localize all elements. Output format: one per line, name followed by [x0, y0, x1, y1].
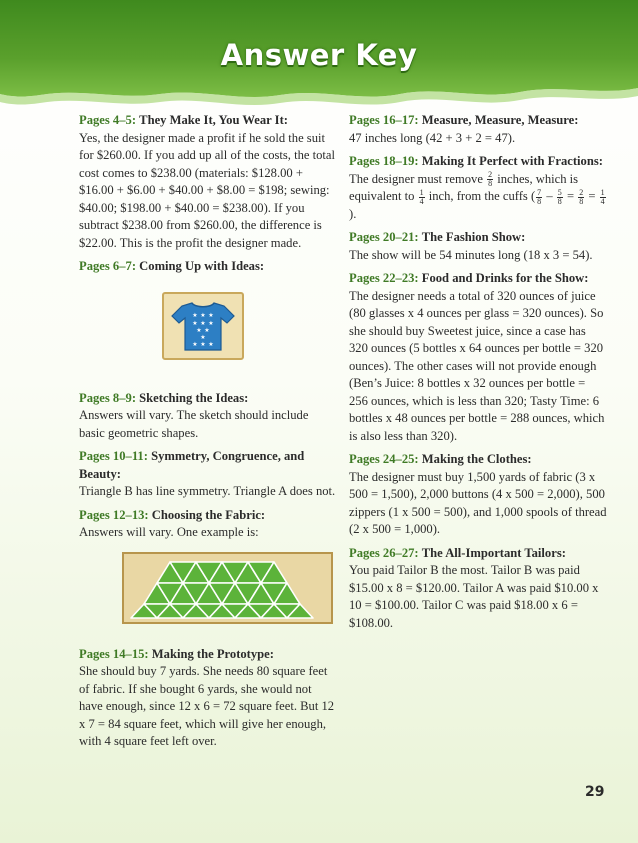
pages-label: Pages 26–27:	[349, 545, 419, 560]
svg-text:★: ★	[192, 311, 198, 319]
answer-text: The designer must buy 1,500 yards of fabric (3 x 500 = 1,500), 2,000 buttons (4 x 500 = 2,000), 500 zippers (1 x 500 = 500), and 1,000 spools of thread (2 x 500 = 1,000).	[349, 469, 607, 537]
svg-text:★: ★	[192, 340, 198, 348]
pages-label: Pages 14–15:	[79, 646, 149, 661]
answer-text-part: inch, from the cuffs	[428, 189, 528, 204]
answer-text: Triangle B has line symmetry. Triangle A does not.	[79, 484, 336, 498]
pages-label: Pages 16–17:	[349, 113, 419, 127]
pages-label: Pages 6–7:	[79, 259, 137, 273]
fraction-2-8-b: $\frac{2}{8}$	[579, 187, 584, 206]
answer-pages-10-11	[79, 448, 337, 501]
section-heading: Making the Prototype:	[151, 646, 274, 661]
svg-text:★: ★	[200, 319, 206, 327]
answer-text: She should buy 7 yards. She needs 80 square feet of fabric. If she bought 6 yards, she would not have enough, since 12 x 6 = 72 square feet. But 12 x 7 = 84 square feet, which will give her enough, with 4 square feet left over.	[79, 664, 335, 748]
tshirt-image	[162, 292, 244, 360]
answer-text: The show will be 54 minutes long (18 x 3 = 54).	[349, 247, 593, 262]
section-heading: Choosing the Fabric:	[151, 507, 266, 522]
section-heading: Making It Perfect with Fractions:	[421, 154, 603, 168]
answer-text: Yes, the designer made a profit if he sold the suit for $260.00. If you add up all of the costs, the total cost comes to $238.00 (materials: $128.00 + $16.00 + $6.00 + $40.00 + $8.00 = $198; sewing: $40.00; $198.00 + $40.00 = $238.00). If you subtract $238.00 from $260.00, the difference is $22.00. This is the profit the designer made.	[79, 130, 336, 250]
answer-text: Answers will vary. One example is:	[79, 525, 259, 539]
section-heading: Sketching the Ideas:	[139, 390, 249, 405]
pages-label: Pages 12–13:	[79, 507, 149, 522]
answer-pages-24-25	[349, 451, 607, 539]
section-heading: Making the Clothes:	[421, 452, 532, 467]
page-number: 29	[585, 784, 605, 800]
answer-text-part: The designer must remove	[349, 171, 483, 186]
triangle-pattern-icon	[124, 554, 331, 622]
answer-pages-20-21	[349, 229, 607, 264]
section-heading: The All-Important Tailors:	[421, 545, 566, 560]
svg-text:★: ★	[200, 340, 206, 348]
answer-pages-6-7	[79, 258, 337, 360]
answer-text	[349, 171, 607, 224]
pages-label: Pages 8–9:	[79, 390, 137, 405]
answer-pages-14-15	[79, 646, 337, 751]
svg-text:★: ★	[204, 326, 210, 334]
fraction-2-8: $\frac{2}{8}$	[488, 170, 493, 189]
fraction-1-4: $\frac{1}{4}$	[419, 187, 424, 206]
fraction-equation: ( $\frac{7}{8}$ – $\frac{5}{8}$ = $\frac{2}{8}$ = $\frac{1}{4}$ ).	[349, 187, 605, 221]
answer-text: 47 inches long (42 + 3 + 2 = 47).	[349, 130, 516, 145]
svg-text:★: ★	[196, 326, 202, 334]
answer-text: Answers will vary. The sketch should include basic geometric shapes.	[79, 408, 309, 440]
pages-label: Pages 24–25:	[349, 452, 419, 467]
svg-text:★: ★	[208, 319, 214, 327]
pages-label: Pages 22–23:	[349, 271, 419, 286]
answer-text: The designer needs a total of 320 ounces of juice (80 glasses x 4 ounces per glass = 320 ounces). So she should buy Sweetest juice, since a case has 320 ounces (5 bottles x 64 ounces per bottle = 320 ounces). The other cases will not provide enough (Ben’s Juice: 8 bottles x 32 ounces per bottle = 256 ounces, which is less than 320; Tasty Time: 6 bottles x 48 ounces per bottle = 288 ounces, which is also less than 320).	[349, 288, 605, 443]
answer-pages-8-9	[79, 390, 337, 443]
answer-pages-18-19	[349, 153, 607, 223]
pages-label: Pages 20–21:	[349, 230, 419, 245]
svg-text:★: ★	[200, 311, 206, 319]
svg-text:★: ★	[208, 340, 214, 348]
answer-pages-26-27	[349, 545, 607, 633]
pages-label: Pages 18–19:	[349, 154, 419, 168]
header-banner	[0, 0, 638, 110]
fraction-7-8: $\frac{7}{8}$	[537, 187, 542, 206]
answer-pages-4-5	[79, 112, 337, 252]
section-heading: Coming Up with Ideas:	[139, 259, 265, 273]
svg-text:★: ★	[192, 319, 198, 327]
tshirt-icon	[164, 294, 242, 358]
answer-pages-12-13	[79, 507, 337, 624]
section-heading: The Fashion Show:	[421, 230, 526, 245]
page-title: Answer Key	[220, 38, 418, 72]
svg-text:★: ★	[208, 311, 214, 319]
fraction-1-4-b: $\frac{1}{4}$	[600, 187, 605, 206]
section-heading: Measure, Measure, Measure:	[421, 113, 579, 127]
section-heading: Symmetry, Congruence, and Beauty:	[79, 449, 305, 481]
right-column	[349, 112, 607, 632]
fraction-5-8: $\frac{5}{8}$	[557, 187, 562, 206]
fabric-pattern-image	[122, 552, 333, 624]
pages-label: Pages 10–11:	[79, 449, 148, 463]
answer-text-part: inches, which is equivalent to	[349, 171, 579, 204]
answer-pages-22-23	[349, 270, 607, 445]
section-heading: Food and Drinks for the Show:	[421, 271, 589, 286]
section-heading: They Make It, You Wear It:	[139, 113, 288, 127]
answer-pages-16-17	[349, 112, 607, 147]
pages-label: Pages 4–5:	[79, 113, 137, 127]
answer-text: You paid Tailor B the most. Tailor B was paid $15.00 x 8 = $120.00. Tailor A was paid $10.00 x 10 = $100.00. Tailor C was paid $18.00 x 6 = $108.00.	[349, 563, 599, 630]
svg-text:★: ★	[200, 333, 206, 341]
left-column	[79, 112, 337, 751]
